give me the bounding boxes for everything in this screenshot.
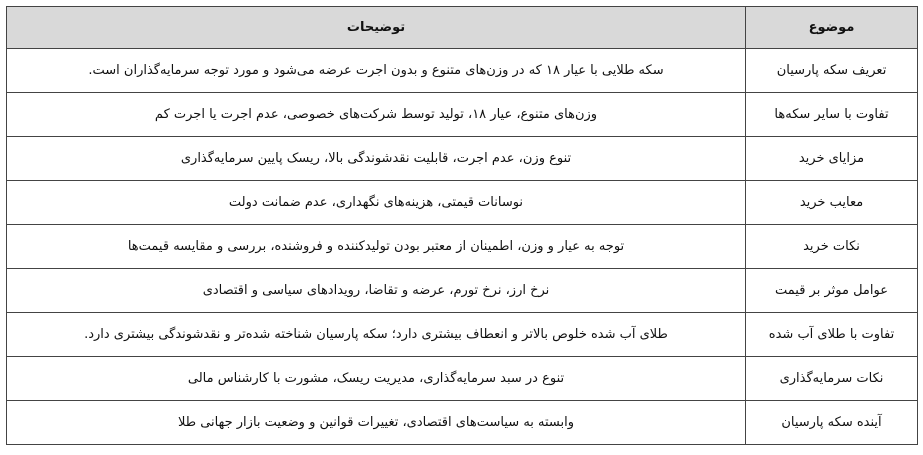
comparison-table — [6, 6, 918, 445]
description-cell: طلای آب شده خلوص بالاتر و انعطاف بیشتری دارد؛ سکه پارسیان شناخته شده‌تر و نقدشوندگی بیشتری دارد. — [7, 313, 746, 357]
table-row — [7, 357, 918, 401]
header-topic: موضوع — [746, 7, 918, 49]
table-row — [7, 181, 918, 225]
topic-cell: تفاوت با سایر سکه‌ها — [746, 93, 918, 137]
table-row — [7, 225, 918, 269]
topic-cell: مزایای خرید — [746, 137, 918, 181]
description-cell: وزن‌های متنوع، عیار ۱۸، تولید توسط شرکت‌های خصوصی، عدم اجرت یا اجرت کم — [7, 93, 746, 137]
table-row — [7, 313, 918, 357]
topic-cell: نکات خرید — [746, 225, 918, 269]
table-row — [7, 137, 918, 181]
description-cell: تنوع در سبد سرمایه‌گذاری، مدیریت ریسک، مشورت با کارشناس مالی — [7, 357, 746, 401]
description-cell: توجه به عیار و وزن، اطمینان از معتبر بودن تولیدکننده و فروشنده، بررسی و مقایسه قیمت‌ها — [7, 225, 746, 269]
table-row — [7, 269, 918, 313]
description-cell: سکه طلایی با عیار ۱۸ که در وزن‌های متنوع و بدون اجرت عرضه می‌شود و مورد توجه سرمایه‌گذاران است. — [7, 49, 746, 93]
table-row — [7, 49, 918, 93]
topic-cell: نکات سرمایه‌گذاری — [746, 357, 918, 401]
table-row — [7, 93, 918, 137]
topic-cell: عوامل موثر بر قیمت — [746, 269, 918, 313]
table-row — [7, 401, 918, 445]
description-cell: نوسانات قیمتی، هزینه‌های نگهداری، عدم ضمانت دولت — [7, 181, 746, 225]
topic-cell: تفاوت با طلای آب شده — [746, 313, 918, 357]
topic-cell: تعریف سکه پارسیان — [746, 49, 918, 93]
topic-cell: معایب خرید — [746, 181, 918, 225]
comparison-table-container — [6, 6, 917, 445]
description-cell: نرخ ارز، نرخ تورم، عرضه و تقاضا، رویدادهای سیاسی و اقتصادی — [7, 269, 746, 313]
description-cell: تنوع وزن، عدم اجرت، قابلیت نقدشوندگی بالا، ریسک پایین سرمایه‌گذاری — [7, 137, 746, 181]
topic-cell: آینده سکه پارسیان — [746, 401, 918, 445]
description-cell: وابسته به سیاست‌های اقتصادی، تغییرات قوانین و وضعیت بازار جهانی طلا — [7, 401, 746, 445]
header-description: توضیحات — [7, 7, 746, 49]
table-header-row — [7, 7, 918, 49]
